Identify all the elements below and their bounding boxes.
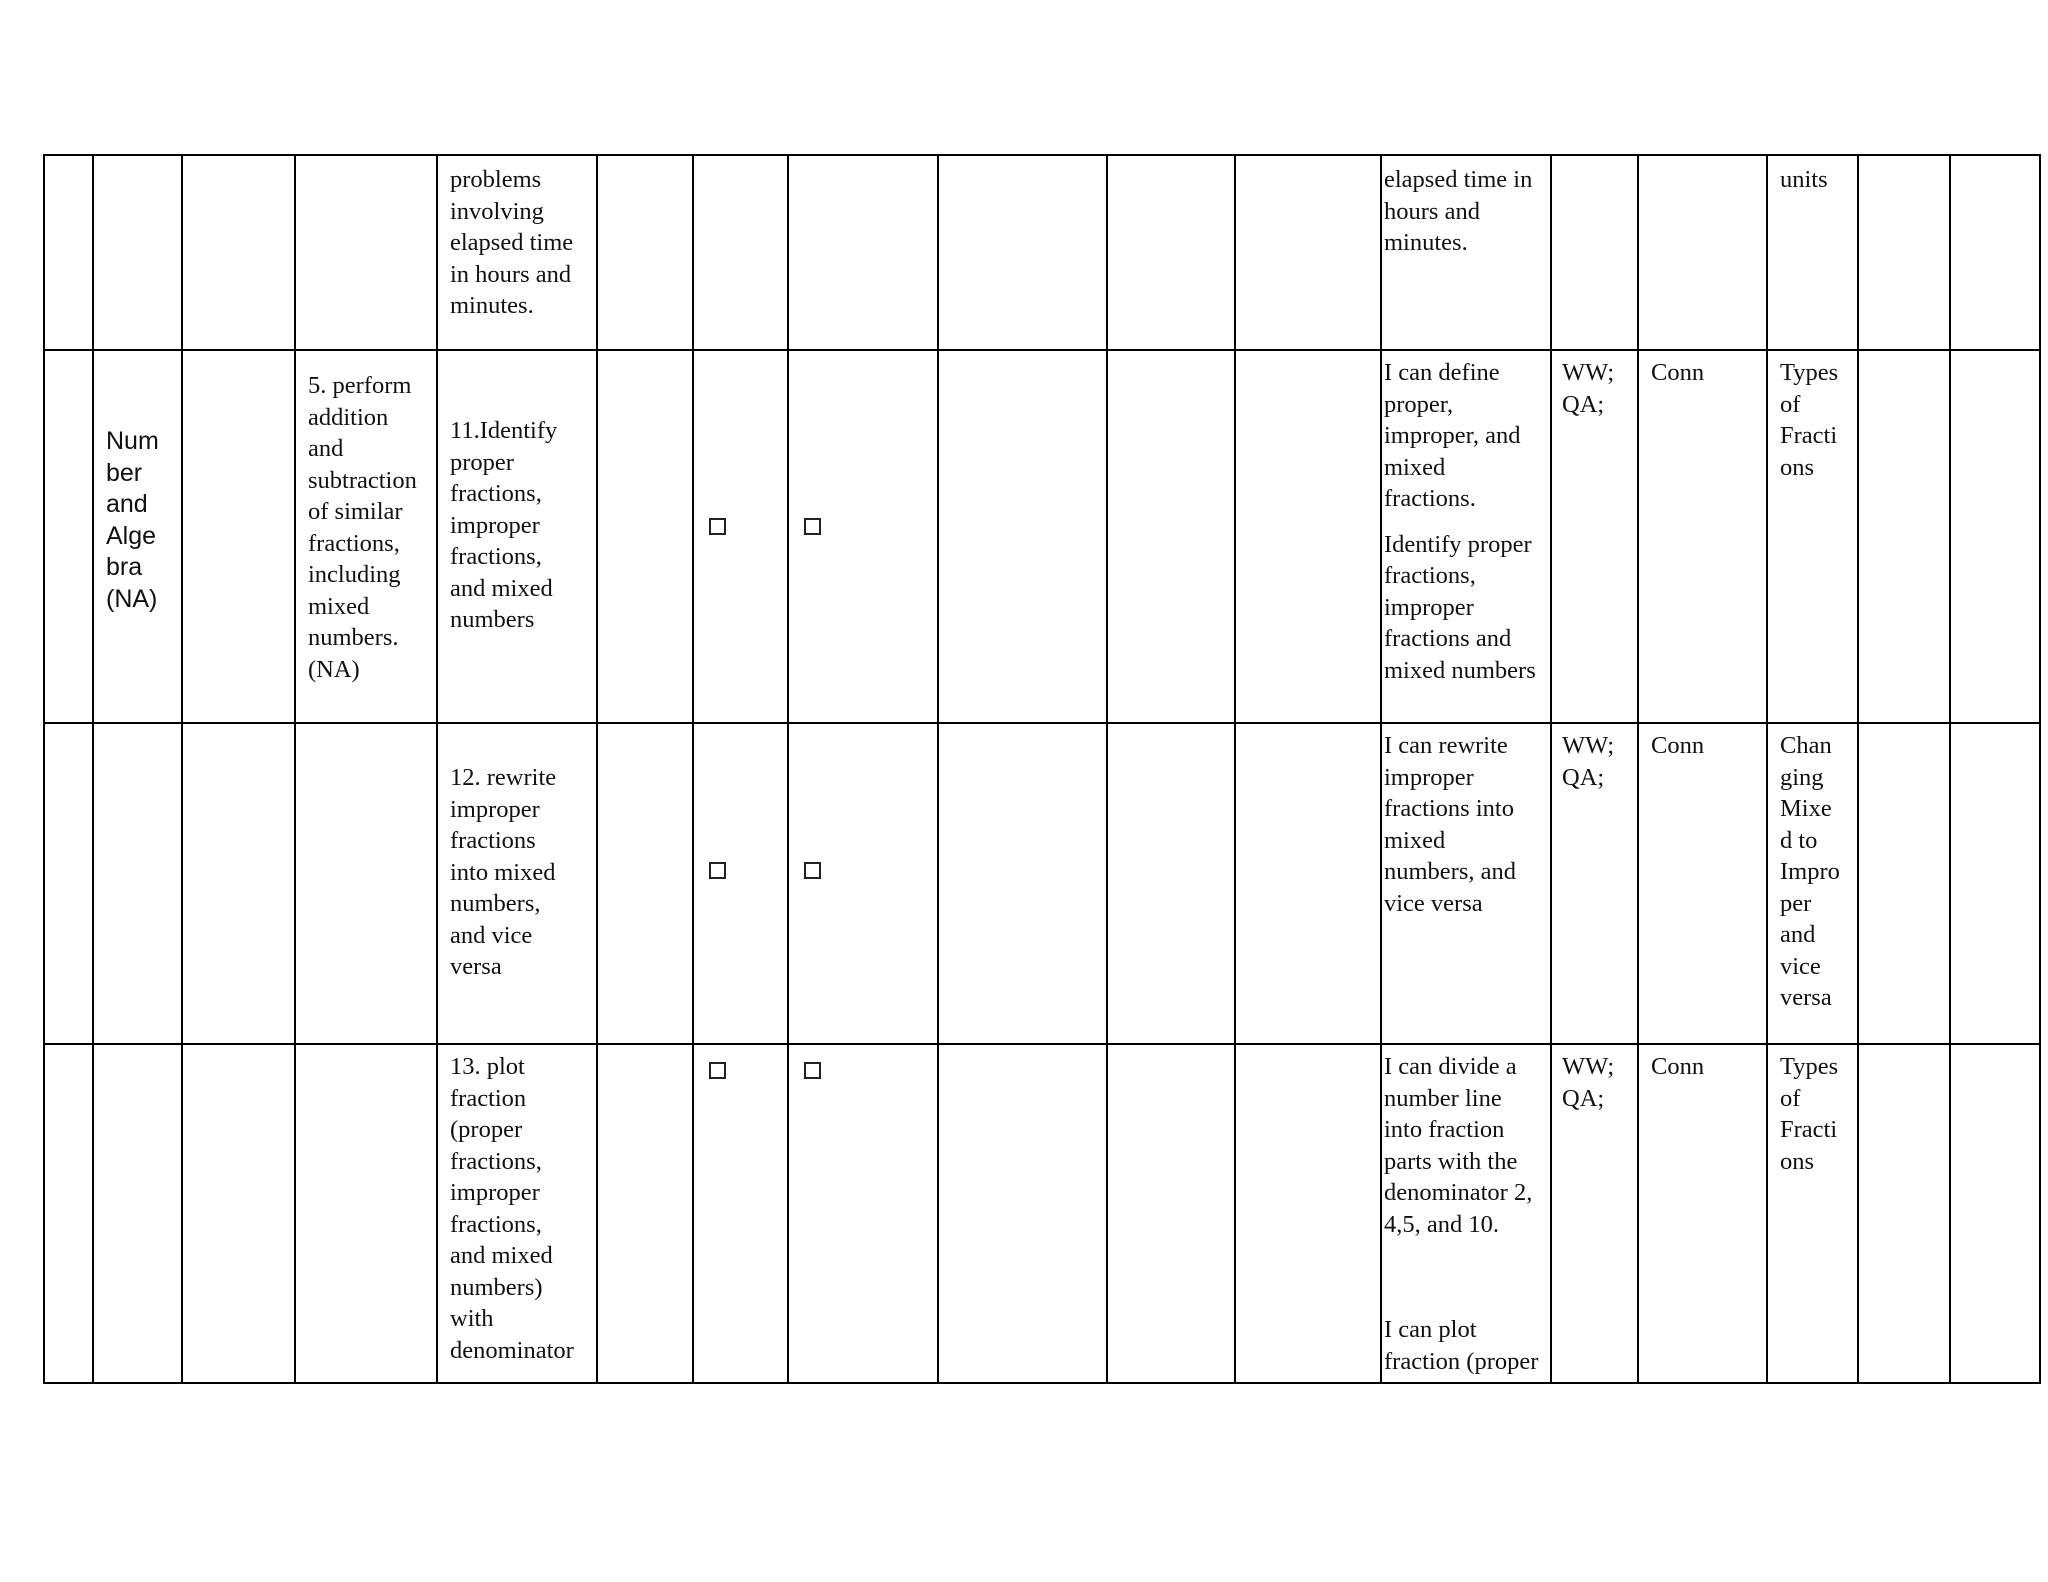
topic-text: units — [1780, 166, 1828, 193]
table-cell — [1950, 723, 2040, 1044]
table-cell — [693, 723, 788, 1044]
table-cell — [1950, 350, 2040, 723]
table-cell — [788, 155, 938, 350]
table-cell — [1638, 155, 1767, 350]
assessment-text: WW; QA; — [1562, 359, 1615, 418]
table-cell — [788, 723, 938, 1044]
domain-label: Num ber and Alge bra (NA) — [106, 427, 159, 613]
table-cell — [1767, 723, 1858, 1044]
table-cell — [44, 155, 93, 350]
table-cell — [437, 155, 597, 350]
integration-text: Conn — [1651, 1053, 1705, 1080]
table-cell — [44, 723, 93, 1044]
assessment-text: WW; QA; — [1562, 732, 1615, 791]
curriculum-table — [43, 154, 2041, 1384]
table-cell — [938, 155, 1107, 350]
learning-target-text: I can plot fraction (proper — [1384, 1316, 1539, 1375]
assessment-text: WW; QA; — [1562, 1053, 1615, 1112]
table-cell — [1107, 350, 1235, 723]
checkbox[interactable] — [804, 518, 821, 535]
learning-target-text: I can divide a number line into fraction parts with the denominator 2, 4,5, and 10. — [1384, 1053, 1533, 1238]
checkbox[interactable] — [804, 1062, 821, 1079]
table-cell — [93, 723, 182, 1044]
table-cell — [182, 155, 295, 350]
table-cell — [1235, 1044, 1381, 1383]
table-row — [44, 723, 2040, 1044]
checkbox[interactable] — [709, 862, 726, 879]
learning-target-text: Identify proper fractions, improper fractions and mixed numbers — [1384, 530, 1536, 684]
table-cell — [1551, 155, 1638, 350]
table-cell — [1638, 723, 1767, 1044]
table-cell — [1950, 1044, 2040, 1383]
table-cell — [938, 1044, 1107, 1383]
table-cell — [1551, 723, 1638, 1044]
table-cell — [1235, 723, 1381, 1044]
table-cell — [788, 1044, 938, 1383]
topic-text: Types of Fracti ons — [1780, 359, 1839, 481]
table-cell — [1235, 350, 1381, 723]
table-cell — [1107, 155, 1235, 350]
competency-text: 12. rewrite improper fractions into mixed numbers, and vice versa — [450, 764, 557, 980]
table-cell — [938, 723, 1107, 1044]
table-cell — [1551, 350, 1638, 723]
table-cell — [1107, 723, 1235, 1044]
table-cell — [93, 155, 182, 350]
table-cell — [1858, 155, 1950, 350]
table-cell — [182, 1044, 295, 1383]
table-cell — [1767, 155, 1858, 350]
table-cell — [597, 1044, 693, 1383]
table-cell — [1858, 723, 1950, 1044]
table-cell — [437, 723, 597, 1044]
competency-text: 13. plot fraction (proper fractions, improper fractions, and mixed numbers) with denominator — [450, 1053, 574, 1364]
topic-text: Types of Fracti ons — [1780, 1053, 1839, 1175]
table-cell — [93, 350, 182, 723]
learning-target-text: elapsed time in hours and minutes. — [1384, 166, 1533, 256]
table-cell — [1381, 723, 1551, 1044]
topic-text: Chan ging Mixe d to Impro per and vice versa — [1780, 732, 1840, 1011]
table-cell — [1381, 350, 1551, 723]
table-row — [44, 350, 2040, 723]
table-row — [44, 155, 2040, 350]
table-cell — [44, 1044, 93, 1383]
table-cell — [1638, 350, 1767, 723]
table-cell — [1107, 1044, 1235, 1383]
table-cell — [597, 723, 693, 1044]
table-cell — [1381, 1044, 1551, 1383]
table-cell — [597, 155, 693, 350]
table-cell — [44, 350, 93, 723]
checkbox[interactable] — [709, 518, 726, 535]
checkbox[interactable] — [804, 862, 821, 879]
competency-text: 11.Identify proper fractions, improper fractions, and mixed numbers — [450, 417, 558, 633]
table-cell — [182, 350, 295, 723]
integration-text: Conn — [1651, 359, 1705, 386]
table-cell — [1767, 350, 1858, 723]
table-cell — [1638, 1044, 1767, 1383]
table-cell — [93, 1044, 182, 1383]
table-cell — [1235, 155, 1381, 350]
table-cell — [437, 350, 597, 723]
table-cell — [1381, 155, 1551, 350]
table-row — [44, 1044, 2040, 1383]
integration-text: Conn — [1651, 732, 1705, 759]
table-cell — [1551, 1044, 1638, 1383]
table-cell — [1858, 1044, 1950, 1383]
table-cell — [938, 350, 1107, 723]
table-cell — [437, 1044, 597, 1383]
table-cell — [1767, 1044, 1858, 1383]
checkbox[interactable] — [709, 1062, 726, 1079]
table-cell — [788, 350, 938, 723]
table-cell — [1858, 350, 1950, 723]
learning-target-text: I can define proper, improper, and mixed fractions. — [1384, 359, 1521, 512]
table-cell — [693, 155, 788, 350]
table-cell — [295, 723, 437, 1044]
table-cell — [1950, 155, 2040, 350]
table-cell — [295, 155, 437, 350]
content-standard-text: 5. perform addition and subtraction of similar fractions, including mixed numbers. (NA) — [308, 372, 417, 683]
table-cell — [182, 723, 295, 1044]
table-cell — [295, 1044, 437, 1383]
table-cell — [693, 350, 788, 723]
table-cell — [693, 1044, 788, 1383]
competency-text: problems involving elapsed time in hours and minutes. — [450, 166, 574, 319]
table-cell — [295, 350, 437, 723]
learning-target-text: I can rewrite improper fractions into mixed numbers, and vice versa — [1384, 732, 1516, 917]
table-cell — [597, 350, 693, 723]
